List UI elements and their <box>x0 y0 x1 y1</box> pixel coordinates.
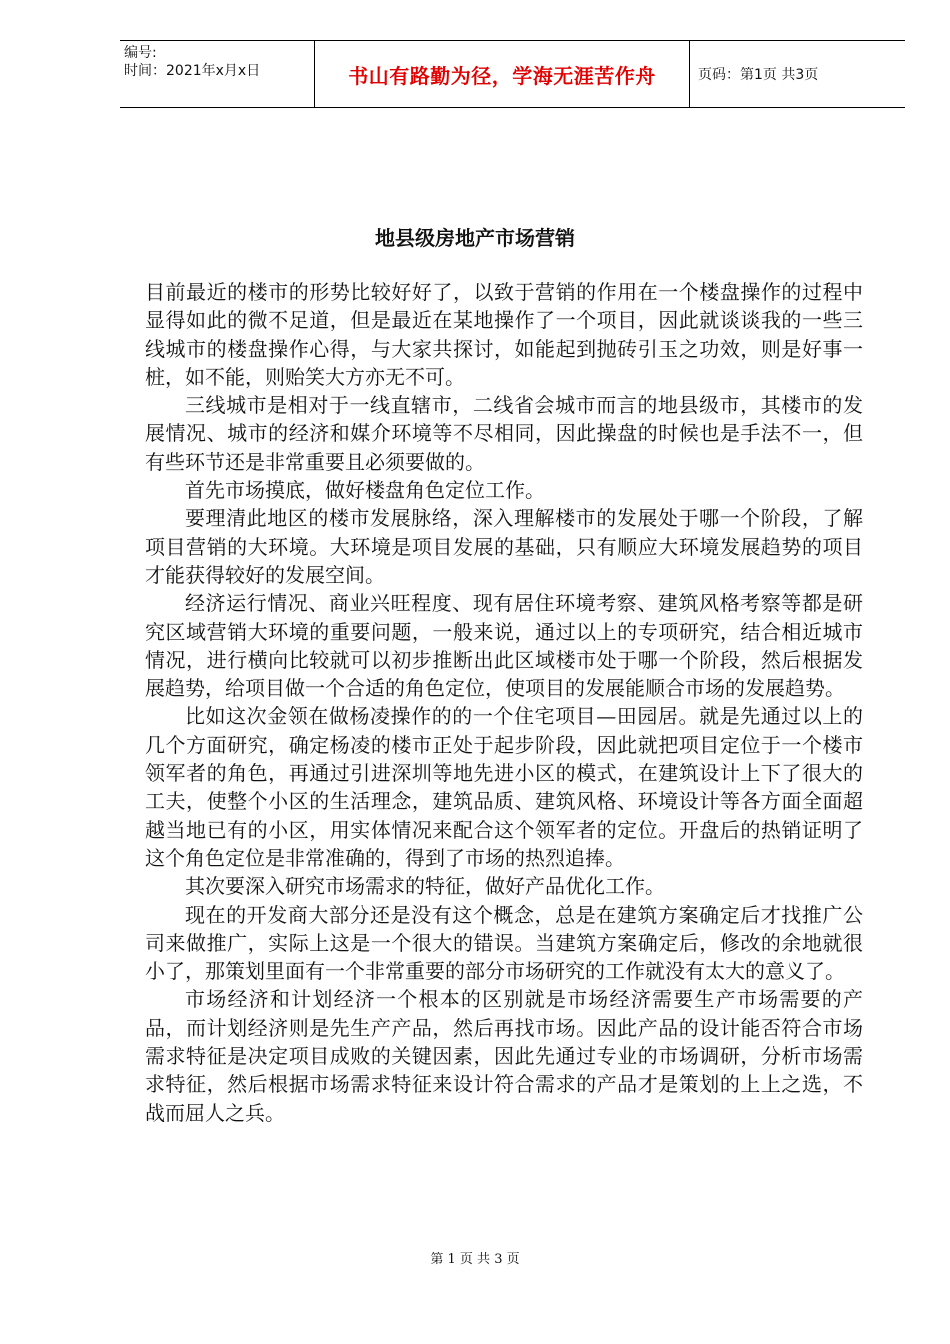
paragraph: 要理清此地区的楼市发展脉络，深入理解楼市的发展处于哪一个阶段，了解项目营销的大环境。大环境是项目发展的基础，只有顺应大环境发展趋势的项目才能获得较好的发展空间。 <box>145 506 863 587</box>
document-number-label: 编号: <box>124 45 157 61</box>
header-table <box>120 40 905 108</box>
document-body <box>145 278 863 1127</box>
header-page-label: 页码：第1页 共3页 <box>698 67 819 83</box>
header-meta-cell <box>120 41 315 107</box>
paragraph: 其次要深入研究市场需求的特征，做好产品优化工作。 <box>185 874 665 899</box>
paragraph: 经济运行情况、商业兴旺程度、现有居住环境考察、建筑风格考察等都是研究区域营销大环境的重要问题，一般来说，通过以上的专项研究，结合相近城市情况，进行横向比较就可以初步推断出此区域楼市处于哪一个阶段，然后根据发展趋势，给项目做一个合适的角色定位，使项目的发展能顺合市场的发展趋势。 <box>145 591 863 701</box>
header-motto: 书山有路勤为径，学海无涯苦作舟 <box>315 41 690 107</box>
paragraph: 三线城市是相对于一线直辖市，二线省会城市而言的地县级市，其楼市的发展情况、城市的经济和媒介环境等不尽相同，因此操盘的时候也是手法不一，但有些环节还是非常重要且必须要做的。 <box>145 393 863 474</box>
paragraph: 现在的开发商大部分还是没有这个概念，总是在建筑方案确定后才找推广公司来做推广，实际上这是一个很大的错误。当建筑方案确定后，修改的余地就很小了，那策划里面有一个非常重要的部分市场研究的工作就没有太大的意义了。 <box>145 902 863 984</box>
page-footer: 第 1 页 共 3 页 <box>430 1252 520 1267</box>
document-time-label: 时间：2021年x月x日 <box>124 63 261 79</box>
paragraph: 首先市场摸底，做好楼盘角色定位工作。 <box>185 478 545 503</box>
paragraph: 市场经济和计划经济一个根本的区别就是市场经济需要生产市场需要的产品，而计划经济则是先生产产品，然后再找市场。因此产品的设计能否符合市场需求特征是决定项目成败的关键因素，因此先通过专业的市场调研，分析市场需求特征，然后根据市场需求特征来设计符合需求的产品才是策划的上上之选，不战而屈人之兵。 <box>145 987 863 1125</box>
paragraph: 比如这次金领在做杨凌操作的的一个住宅项目—田园居。就是先通过以上的几个方面研究，确定杨凌的楼市正处于起步阶段，因此就把项目定位于一个楼市领军者的角色，再通过引进深圳等地先进小区的模式，在建筑设计上下了很大的工夫，使整个小区的生活理念，建筑品质、建筑风格、环境设计等各方面全面超越当地已有的小区，用实体情况来配合这个领军者的定位。开盘后的热销证明了这个角色定位是非常准确的，得到了市场的热烈追捧。 <box>145 704 863 870</box>
paragraph: 目前最近的楼市的形势比较好好了，以致于营销的作用在一个楼盘操作的过程中显得如此的微不足道，但是最近在某地操作了一个项目，因此就谈谈我的一些三线城市的楼盘操作心得，与大家共探讨，如能起到抛砖引玉之功效，则是好事一桩，如不能，则贻笑大方亦无不可。 <box>145 280 863 389</box>
document-title: 地县级房地产市场营销 <box>375 226 575 250</box>
